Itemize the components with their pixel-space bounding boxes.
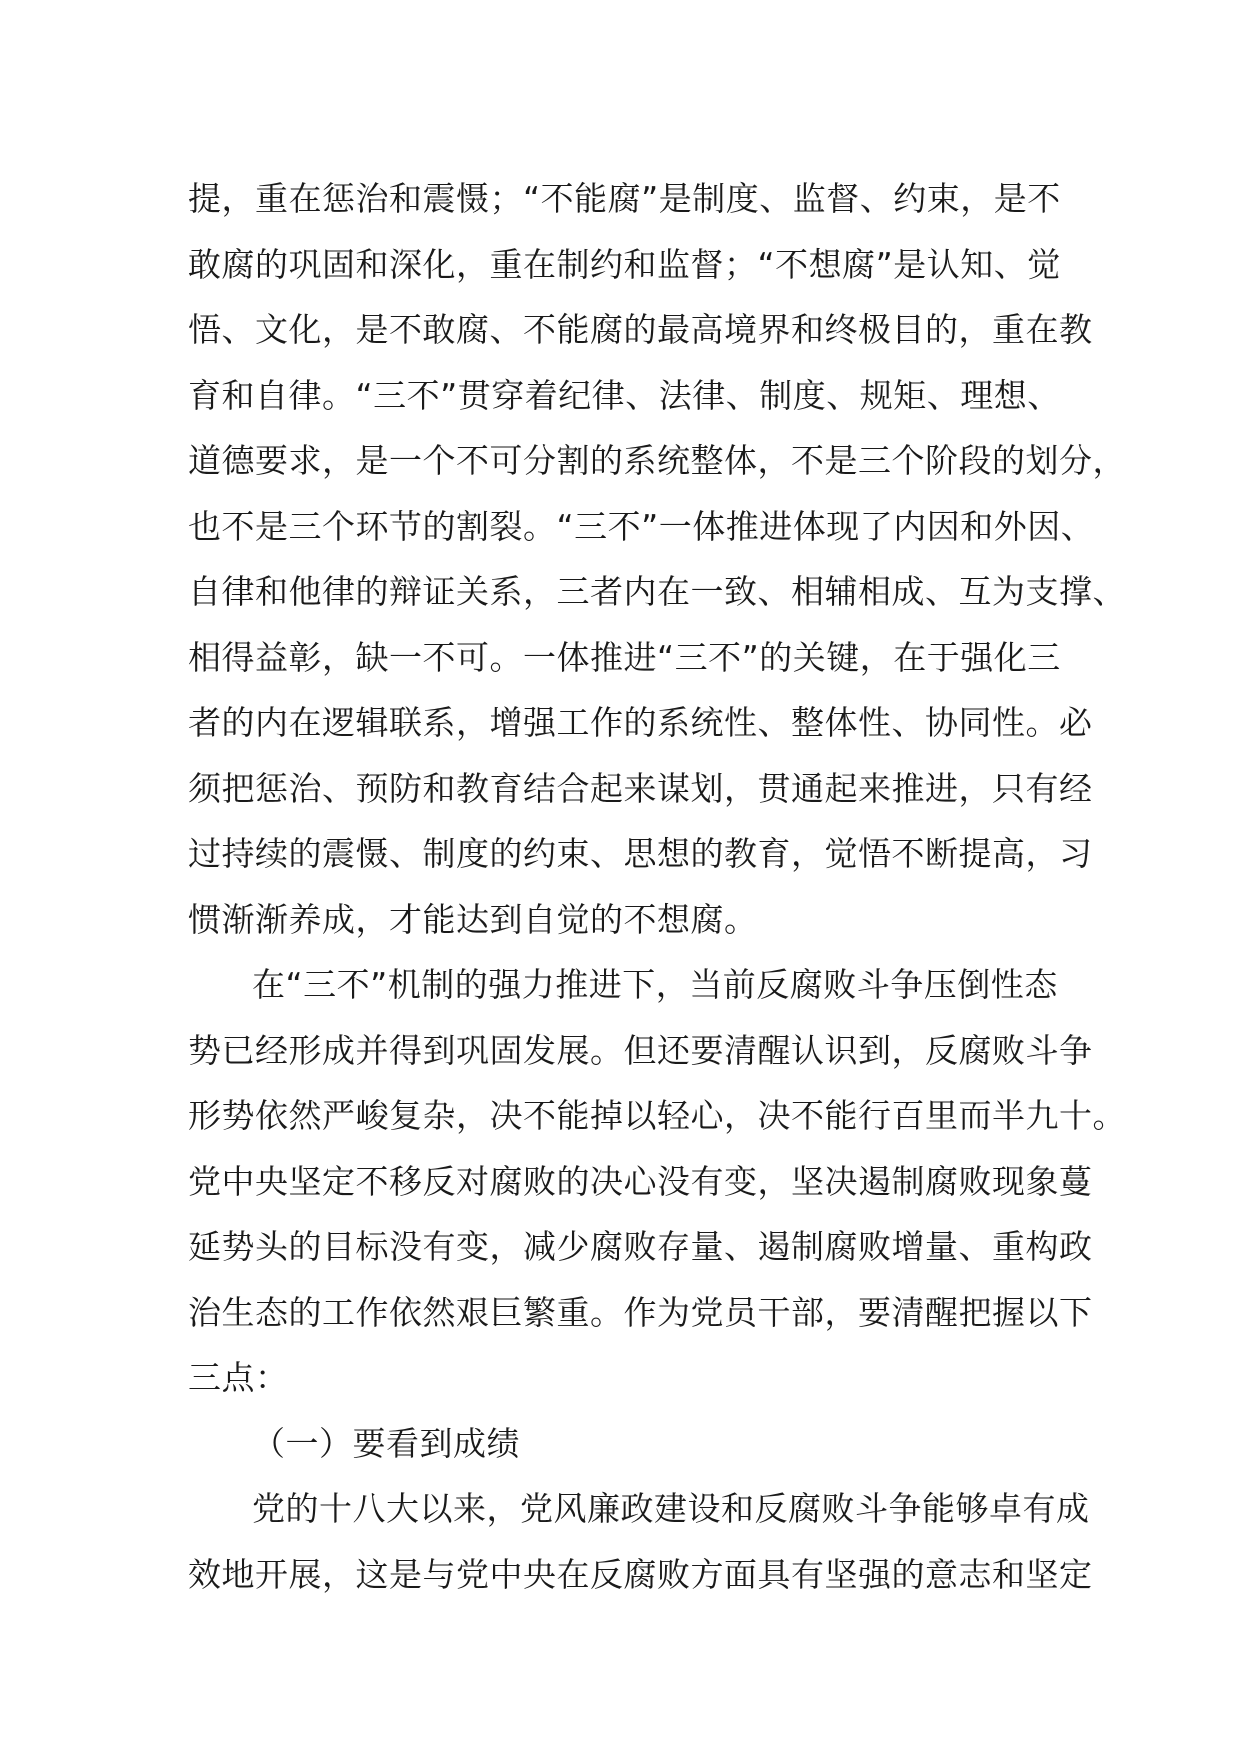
- text-line: 相得益彰，缺一不可。一体推进“三不”的关键，在于强化三: [188, 637, 1061, 677]
- text-line: 三点：: [188, 1358, 289, 1397]
- text-line: 育和自律。“三不”贯穿着纪律、法律、制度、规矩、理想、: [188, 375, 1061, 415]
- paragraph-start-line: 在“三不”机制的强力推进下，当前反腐败斗争压倒性态: [252, 965, 1058, 1004]
- section-heading: （一）要看到成绩: [252, 1423, 520, 1463]
- text-line: 提，重在惩治和震慑；“不能腐”是制度、监督、约束，是不: [188, 179, 1061, 218]
- text-line: 者的内在逻辑联系，增强工作的系统性、整体性、协同性。必: [188, 703, 1093, 742]
- text-line: 悟、文化，是不敢腐、不能腐的最高境界和终极目的，重在教: [188, 310, 1093, 349]
- text-line: 敢腐的巩固和深化，重在制约和监督；“不想腐”是认知、觉: [188, 244, 1061, 284]
- text-line: 也不是三个环节的割裂。“三不”一体推进体现了内因和外因、: [188, 506, 1095, 546]
- text-line: 形势依然严峻复杂，决不能掉以轻心，决不能行百里而半九十。: [188, 1096, 1126, 1135]
- text-line: 过持续的震慑、制度的约束、思想的教育，觉悟不断提高，习: [188, 834, 1093, 873]
- text-line: 自律和他律的辩证关系，三者内在一致、相辅相成、互为支撑、: [188, 572, 1126, 611]
- text-line: 须把惩治、预防和教育结合起来谋划，贯通起来推进，只有经: [188, 768, 1093, 808]
- text-line: 延势头的目标没有变，减少腐败存量、遏制腐败增量、重构政: [188, 1227, 1093, 1266]
- text-line: 党中央坚定不移反对腐败的决心没有变，坚决遏制腐败现象蔓: [188, 1161, 1093, 1201]
- text-line: 效地开展，这是与党中央在反腐败方面具有坚强的意志和坚定: [188, 1554, 1093, 1594]
- text-line: 治生态的工作依然艰巨繁重。作为党员干部，要清醒把握以下: [188, 1292, 1093, 1332]
- paragraph-start-line: 党的十八大以来，党风廉政建设和反腐败斗争能够卓有成: [252, 1489, 1090, 1528]
- body-text: [188, 166, 1126, 1607]
- text-line: 势已经形成并得到巩固发展。但还要清醒认识到，反腐败斗争: [188, 1030, 1093, 1070]
- text-line: 惯渐渐养成，才能达到自觉的不想腐。: [188, 899, 758, 939]
- text-line: 道德要求，是一个不可分割的系统整体，不是三个阶段的划分，: [188, 441, 1126, 480]
